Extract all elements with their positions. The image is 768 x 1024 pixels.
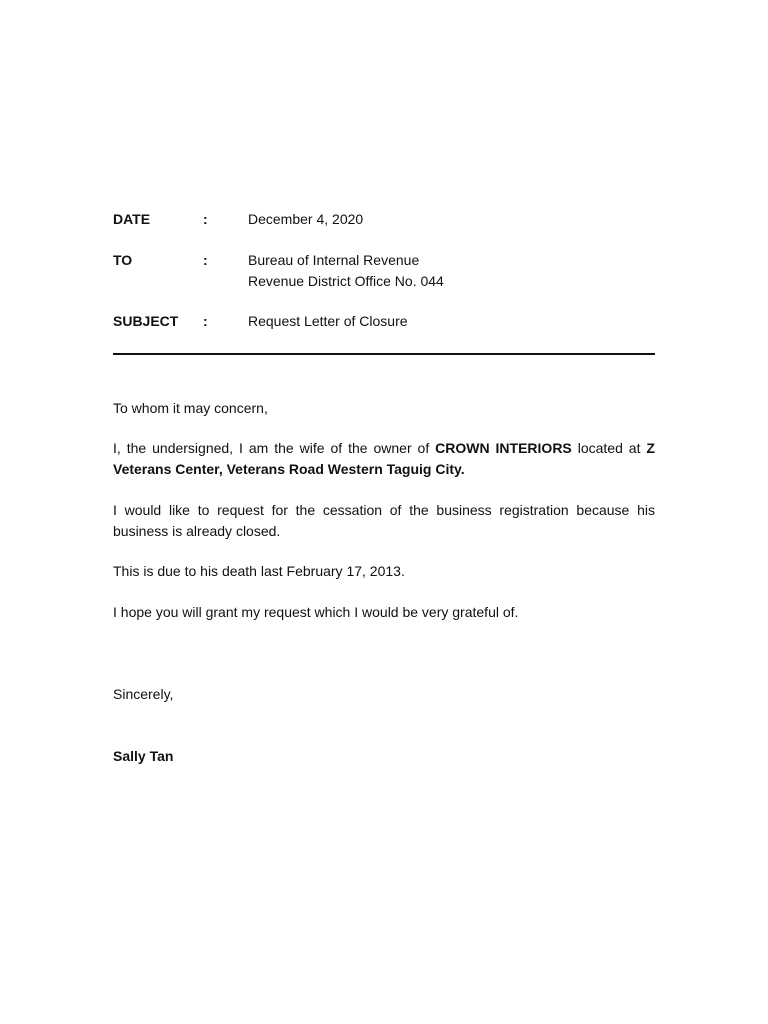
subject-label: SUBJECT [113, 313, 179, 329]
paragraph-reason: This is due to his death last February 17, 2013. [113, 563, 405, 579]
paragraph-owner-intro: I, the undersigned, I am the wife of the owner of [113, 440, 436, 456]
company-name: CROWN INTERIORS [435, 440, 572, 456]
memo-date-row [113, 209, 648, 230]
salutation: To whom it may concern, [113, 400, 268, 416]
date-text: December 4, 2020 [248, 211, 364, 227]
closing-sincerely: Sincerely, [113, 686, 174, 702]
subject-text: Request Letter of Closure [248, 313, 408, 329]
date-value [248, 209, 648, 230]
to-line-1: Bureau of Internal Revenue [248, 252, 420, 268]
header-divider [113, 353, 655, 355]
paragraph-closing-hope: I hope you will grant my request which I would be very grateful of. [113, 604, 519, 620]
paragraph-owner [113, 438, 655, 480]
date-colon: : [203, 211, 208, 227]
subject-value [248, 311, 648, 332]
paragraph-request: I would like to request for the cessation of the business registration because his business is already closed. [113, 502, 655, 539]
memo-to-row [113, 250, 648, 292]
to-line-2: Revenue District Office No. 044 [248, 273, 444, 289]
paragraph-owner-located: located at [571, 440, 647, 456]
company-address: Z Veterans Center, Veterans Road Western Taguig City. [113, 440, 655, 477]
date-label: DATE [113, 211, 151, 227]
to-value [248, 250, 648, 292]
signature-name: Sally Tan [113, 748, 174, 764]
to-colon: : [203, 252, 208, 268]
memo-subject-row [113, 311, 648, 332]
to-label: TO [113, 252, 133, 268]
subject-colon: : [203, 313, 208, 329]
